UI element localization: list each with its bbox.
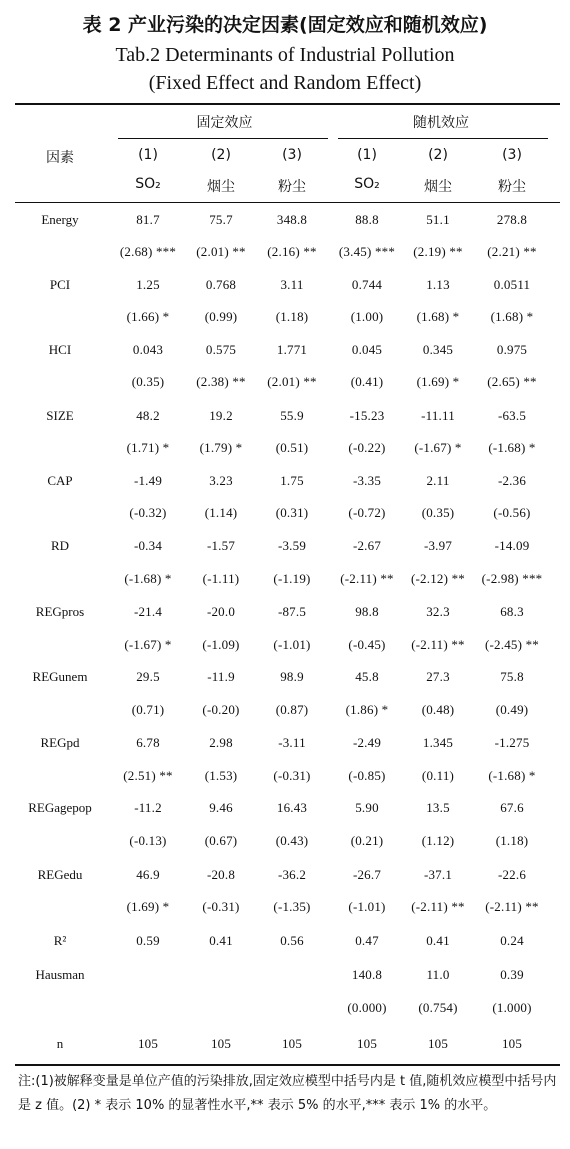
table-cell: 98.8 [355,604,379,619]
table-cell: -87.5 [277,604,307,619]
row-label: CAP [47,473,73,488]
row-label: REGpd [40,735,80,750]
header-col-variable: SO₂ [354,176,380,192]
table-cell: 0.24 [500,933,524,948]
table-cell: -1.57 [206,538,236,553]
table-cell: (-1.68) * [488,768,536,783]
table-cell: (0.35) [421,505,455,520]
table-cell: (2.38) ** [196,374,246,389]
table-cell: (-0.32) [129,505,167,520]
table-cell: (2.65) ** [487,374,537,389]
table-cell: (-0.56) [493,505,531,520]
table-cell: 3.23 [209,473,233,488]
table-cell: (1.18) [275,309,309,324]
table-title-cn: 表 2 产业污染的决定因素(固定效应和随机效应) [82,14,488,36]
table-cell: (0.35) [131,374,165,389]
table-cell: (2.01) ** [267,374,317,389]
row-label: Energy [41,212,79,227]
table-cell: 0.47 [355,933,379,948]
table-cell: 67.6 [500,800,524,815]
table-cell: (3.45) *** [338,244,396,259]
table-cell: 0.0511 [493,277,531,292]
table-cell: (1.18) [495,833,529,848]
header-fixed-effect: 固定效应 [196,115,253,131]
table-cell: (-0.31) [273,768,311,783]
table-cell: (-0.85) [348,768,386,783]
table-cell: -20.8 [206,867,236,882]
table-cell: (1.14) [204,505,238,520]
table-cell: (-2.11) ** [411,637,465,652]
row-label: REGedu [37,867,83,882]
table-cell: -2.67 [352,538,382,553]
table-cell: 1.345 [422,735,454,750]
table-cell: -3.59 [277,538,307,553]
table-cell: 9.46 [209,800,233,815]
table-cell: -36.2 [277,867,307,882]
table-cell: 51.1 [426,212,450,227]
table-cell: (-1.11) [202,571,240,586]
header-col-number: (1) [138,147,158,163]
table-cell: 45.8 [355,669,379,684]
table-cell: (2.16) ** [267,244,317,259]
table-cell: (0.49) [495,702,529,717]
table-cell: (-1.09) [202,637,240,652]
row-label: PCI [49,277,71,292]
table-cell: (-0.72) [348,505,386,520]
table-cell: 0.345 [422,342,454,357]
table-cell: 0.575 [205,342,237,357]
row-label: n [56,1036,64,1051]
top-rule [15,103,560,105]
table-cell: (0.51) [275,440,309,455]
table-cell: -1.275 [494,735,530,750]
table-cell: (-1.68) * [124,571,172,586]
table-cell: -21.4 [133,604,163,619]
table-cell: -26.7 [352,867,382,882]
row-label: REGpros [35,604,85,619]
table-cell: -0.34 [133,538,163,553]
table-cell: 81.7 [136,212,160,227]
table-cell: -22.6 [497,867,527,882]
table-cell: -14.09 [494,538,530,553]
table-cell: (0.48) [421,702,455,717]
header-col-number: (3) [502,147,522,163]
table-cell: (1.00) [350,309,384,324]
header-col-number: (2) [211,147,231,163]
header-factor: 因素 [46,150,74,166]
table-cell: (1.66) * [126,309,170,324]
row-label: Hausman [35,967,85,982]
table-cell: 29.5 [136,669,160,684]
table-cell: 5.90 [355,800,379,815]
table-cell: (1.68) * [490,309,534,324]
table-cell: (2.68) *** [119,244,177,259]
table-cell: 0.39 [500,967,524,982]
table-cell: (1.86) * [345,702,389,717]
table-cell: 105 [281,1036,303,1051]
table-cell: (-1.01) [348,899,386,914]
table-cell: (1.12) [421,833,455,848]
table-cell: -3.35 [352,473,382,488]
fixed-effect-underline [118,138,328,139]
table-cell: 0.744 [351,277,383,292]
table-cell: 140.8 [351,967,383,982]
row-label: REGunem [32,669,88,684]
header-col-number: (2) [428,147,448,163]
table-cell: (-2.11) ** [411,899,465,914]
table-cell: (0.41) [350,374,384,389]
table-cell: (2.19) ** [413,244,463,259]
table-cell: 0.045 [351,342,383,357]
table-cell: 46.9 [136,867,160,882]
table-cell: (-2.98) *** [481,571,543,586]
table-cell: 0.56 [280,933,304,948]
header-col-variable: 粉尘 [278,179,306,195]
table-cell: (-0.13) [129,833,167,848]
table-cell: 0.975 [496,342,528,357]
table-cell: (2.21) ** [487,244,537,259]
table-cell: (-1.35) [273,899,311,914]
row-label: REGagepop [28,800,92,815]
table-cell: 68.3 [500,604,524,619]
random-effect-underline [338,138,548,139]
table-cell: -3.97 [423,538,453,553]
table-cell: (0.21) [350,833,384,848]
table-cell: (-1.19) [273,571,311,586]
table-cell: (1.68) * [416,309,460,324]
table-cell: (1.71) * [126,440,170,455]
table-cell: 0.59 [136,933,160,948]
header-col-variable: 烟尘 [207,179,235,195]
table-cell: (2.51) ** [123,768,173,783]
table-cell: (0.43) [275,833,309,848]
table-cell: 16.43 [276,800,308,815]
table-cell: 32.3 [426,604,450,619]
table-cell: (-1.67) * [124,637,172,652]
table-cell: 13.5 [426,800,450,815]
table-cell: (0.31) [275,505,309,520]
table-cell: (-0.22) [348,440,386,455]
table-cell: (2.01) ** [196,244,246,259]
header-col-variable: 烟尘 [424,179,452,195]
table-cell: 98.9 [280,669,304,684]
table-cell: -11.11 [421,408,455,423]
table-cell: (-1.01) [273,637,311,652]
header-random-effect: 随机效应 [413,115,469,131]
table-cell: 1.13 [426,277,450,292]
table-cell: 1.25 [136,277,160,292]
row-label: RD [50,538,70,553]
table-cell: -20.0 [206,604,236,619]
row-label: R² [53,933,67,948]
table-cell: -11.2 [134,800,162,815]
table-cell: 19.2 [209,408,233,423]
table-cell: (-0.20) [202,702,240,717]
table-cell: 11.0 [426,967,450,982]
table-cell: 105 [137,1036,159,1051]
row-label: HCI [48,342,72,357]
table-cell: (-2.11) ** [340,571,394,586]
table-cell: (0.71) [131,702,165,717]
row-label: SIZE [46,408,74,423]
table-cell: -2.36 [497,473,527,488]
table-cell: -11.9 [207,669,235,684]
table-cell: 88.8 [355,212,379,227]
table-cell: -3.11 [278,735,306,750]
table-cell: -1.49 [133,473,163,488]
table-cell: (0.87) [275,702,309,717]
table-cell: 27.3 [426,669,450,684]
table-cell: (-2.45) ** [485,637,539,652]
bottom-rule [15,1064,560,1066]
table-cell: 1.75 [280,473,304,488]
header-col-variable: 粉尘 [498,179,526,195]
table-cell: (-1.68) * [488,440,536,455]
table-cell: 2.11 [426,473,450,488]
table-cell: 278.8 [496,212,528,227]
table-cell: (0.000) [347,1000,387,1015]
table-cell: 6.78 [136,735,160,750]
table-cell: (1.69) * [416,374,460,389]
table-cell: (1.000) [492,1000,532,1015]
table-cell: 2.98 [209,735,233,750]
table-cell: -37.1 [423,867,453,882]
table-cell: -2.49 [352,735,382,750]
table-cell: (-0.45) [348,637,386,652]
header-col-number: (1) [357,147,377,163]
table-cell: 75.7 [209,212,233,227]
table-cell: (0.99) [204,309,238,324]
header-col-number: (3) [282,147,302,163]
header-rule [15,202,560,203]
table-cell: (0.11) [421,768,455,783]
table-cell: (1.53) [204,768,238,783]
table-cell: 0.043 [132,342,164,357]
table-cell: 0.41 [209,933,233,948]
table-cell: 105 [356,1036,378,1051]
table-footnote: 注:(1)被解释变量是单位产值的污染排放,固定效应模型中括号内是 t 值,随机效应模型中括号内是 z 值。(2) * 表示 10% 的显著性水平,** 表示 5% 的水平,*** 表示 1% 的水平。 [18,1074,557,1113]
table-cell: (1.69) * [126,899,170,914]
table-cell: (-0.31) [202,899,240,914]
header-col-variable: SO₂ [135,176,161,192]
table-cell: -15.23 [349,408,385,423]
table-cell: (-2.12) ** [411,571,465,586]
table-cell: 105 [501,1036,523,1051]
table-cell: -63.5 [497,408,527,423]
table-cell: 0.768 [205,277,237,292]
table-cell: 48.2 [136,408,160,423]
table-cell: 0.41 [426,933,450,948]
table-cell: 3.11 [280,277,304,292]
table-cell: (0.67) [204,833,238,848]
table-cell: (-1.67) * [414,440,462,455]
table-title-en-line1: Tab.2 Determinants of Industrial Pollution [115,44,455,66]
table-cell: 75.8 [500,669,524,684]
table-cell: 55.9 [280,408,304,423]
table-cell: 348.8 [276,212,308,227]
table-title-en-line2: (Fixed Effect and Random Effect) [148,72,422,94]
table-cell: (0.754) [418,1000,458,1015]
table-cell: 105 [427,1036,449,1051]
table-cell: 1.771 [276,342,308,357]
table-cell: (1.79) * [199,440,243,455]
table-cell: (-2.11) ** [485,899,539,914]
table-cell: 105 [210,1036,232,1051]
